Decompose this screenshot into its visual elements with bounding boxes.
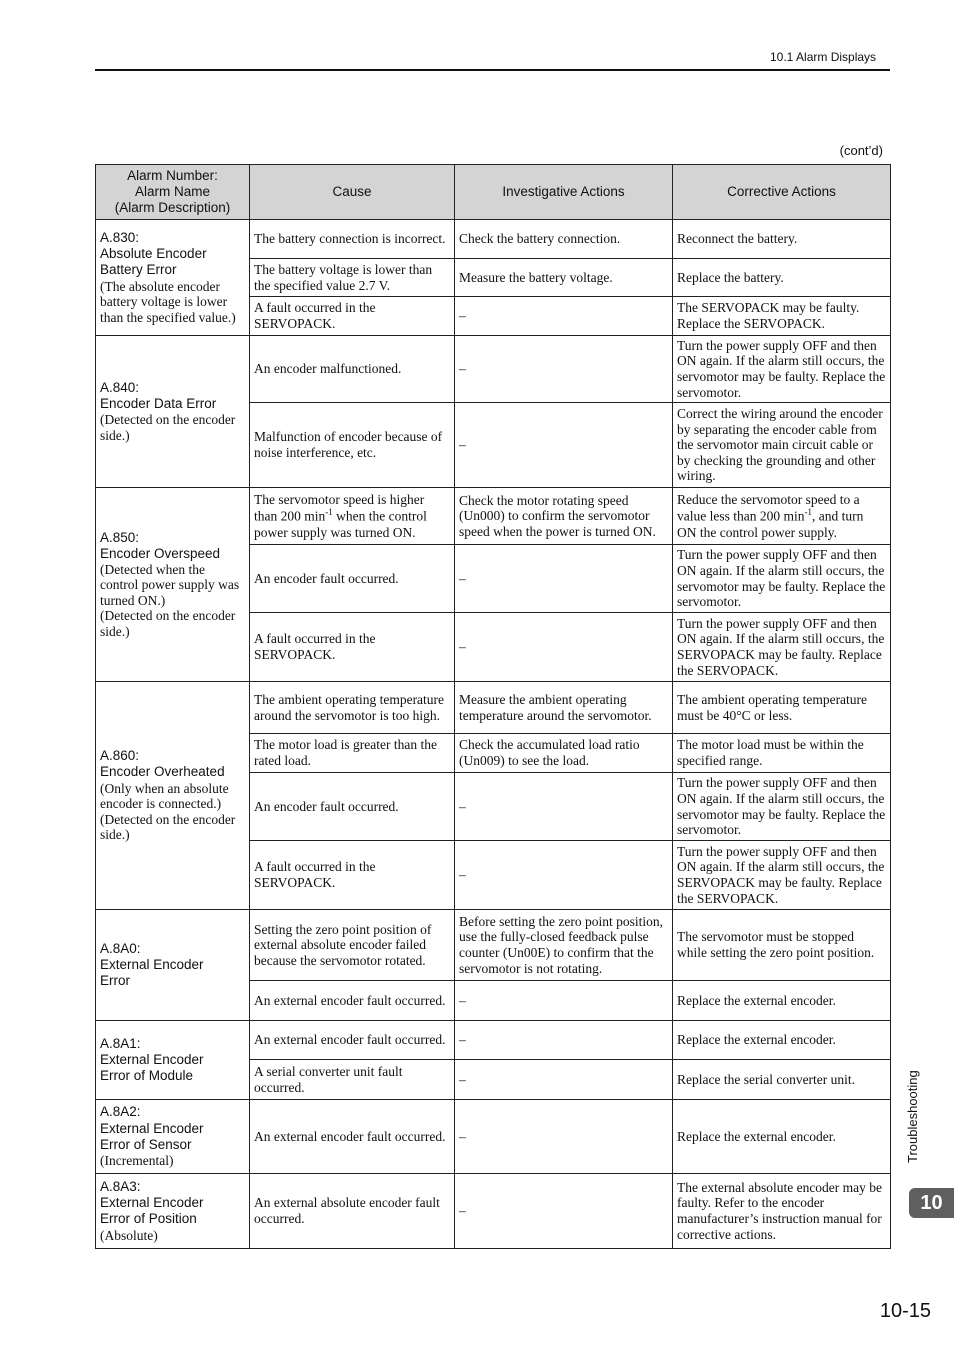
- alarm-number: A.8A1:: [100, 1035, 141, 1051]
- continued-label: (cont’d): [839, 143, 883, 158]
- investigative-cell: –: [455, 545, 673, 613]
- cause-cell: The ambient operating temperature around the servomotor is too high.: [250, 682, 455, 734]
- alarm-description: (The absolute encoder battery voltage is lower than the specified value.): [100, 278, 236, 325]
- investigative-cell: Before setting the zero point position, use the fully-closed feedback pulse counter (Un00E) to confirm that the servomotor is not rotating.: [455, 910, 673, 981]
- corrective-cell: Turn the power supply OFF and then ON again. If the alarm still occurs, the SERVOPACK may be faulty. Replace the SERVOPACK.: [673, 841, 891, 910]
- investigative-cell: Check the motor rotating speed (Un000) to confirm the servomotor speed when the power is turned ON.: [455, 488, 673, 545]
- table-row: [96, 1021, 891, 1060]
- corrective-cell: Replace the serial converter unit.: [673, 1060, 891, 1100]
- corrective-cell: The servomotor must be stopped while setting the zero point position.: [673, 910, 891, 981]
- cause-cell: The servomotor speed is higher than 200 $\min^{-1}$ when the control power supply was turned ON.: [250, 488, 455, 545]
- alarm-cell: [96, 1021, 250, 1100]
- alarm-cell: [96, 1174, 250, 1249]
- alarm-table: [95, 164, 891, 1249]
- corrective-cell: Turn the power supply OFF and then ON again. If the alarm still occurs, the servomotor may be faulty. Replace the servomotor.: [673, 773, 891, 841]
- corrective-cell: The motor load must be within the specified range.: [673, 734, 891, 773]
- header-rule: [95, 69, 890, 71]
- alarm-description: (Only when an absolute encoder is connected.) (Detected on the encoder side.): [100, 780, 236, 843]
- alarm-name: Encoder Data Error: [100, 395, 217, 411]
- col-header-alarm: Alarm Number: Alarm Name (Alarm Description): [96, 165, 250, 220]
- alarm-name: External Encoder Error of Sensor: [100, 1120, 204, 1152]
- alarm-name: External Encoder Error of Position: [100, 1195, 204, 1227]
- cause-cell: The motor load is greater than the rated load.: [250, 734, 455, 773]
- investigative-cell: –: [455, 981, 673, 1021]
- alarm-number: A.8A2:: [100, 1104, 141, 1120]
- col-header-cause: Cause: [250, 165, 455, 220]
- running-header: 10.1 Alarm Displays: [770, 50, 877, 64]
- alarm-cell: [96, 682, 250, 910]
- corrective-cell: Turn the power supply OFF and then ON again. If the alarm still occurs, the servomotor may be faulty. Replace the servomotor.: [673, 545, 891, 613]
- corrective-cell: Turn the power supply OFF and then ON again. If the alarm still occurs, the servomotor may be faulty. Replace the servomotor.: [673, 336, 891, 403]
- cause-cell: An encoder fault occurred.: [250, 545, 455, 613]
- chapter-tab: 10: [909, 1188, 954, 1218]
- cause-cell: A fault occurred in the SERVOPACK.: [250, 613, 455, 682]
- cause-cell: A serial converter unit fault occurred.: [250, 1060, 455, 1100]
- alarm-description: (Absolute): [100, 1227, 158, 1243]
- investigative-cell: Measure the ambient operating temperature around the servomotor.: [455, 682, 673, 734]
- table-body: [96, 220, 891, 1249]
- cause-cell: An encoder malfunctioned.: [250, 336, 455, 403]
- investigative-cell: –: [455, 773, 673, 841]
- investigative-cell: Check the battery connection.: [455, 220, 673, 259]
- investigative-cell: –: [455, 297, 673, 336]
- cause-cell: A fault occurred in the SERVOPACK.: [250, 297, 455, 336]
- cause-cell: Setting the zero point position of external absolute encoder failed because the servomotor rotated.: [250, 910, 455, 981]
- alarm-name: Absolute Encoder Battery Error: [100, 246, 207, 278]
- cause-cell: A fault occurred in the SERVOPACK.: [250, 841, 455, 910]
- investigative-cell: –: [455, 1021, 673, 1060]
- section-side-label: Troubleshooting: [905, 1070, 920, 1163]
- cause-cell: Malfunction of encoder because of noise interference, etc.: [250, 403, 455, 488]
- investigative-cell: –: [455, 1174, 673, 1249]
- alarm-description: (Detected on the encoder side.): [100, 412, 236, 443]
- alarm-number: A.830:: [100, 229, 140, 245]
- corrective-cell: Reduce the servomotor speed to a value less than 200 $\min^{-1}$, and turn ON the control power supply.: [673, 488, 891, 545]
- corrective-cell: The SERVOPACK may be faulty. Replace the SERVOPACK.: [673, 297, 891, 336]
- cause-cell: An external encoder fault occurred.: [250, 1100, 455, 1174]
- alarm-name: Encoder Overspeed: [100, 545, 221, 561]
- corrective-cell: The external absolute encoder may be faulty. Refer to the encoder manufacturer’s instruction manual for corrective actions.: [673, 1174, 891, 1249]
- cause-cell: An encoder fault occurred.: [250, 773, 455, 841]
- investigative-cell: –: [455, 841, 673, 910]
- table-row: [96, 336, 891, 403]
- alarm-cell: [96, 488, 250, 682]
- alarm-description: (Detected when the control power supply was turned ON.) (Detected on the encoder side.): [100, 561, 240, 639]
- corrective-cell: Reconnect the battery.: [673, 220, 891, 259]
- alarm-number: A.850:: [100, 529, 140, 545]
- corrective-cell: Correct the wiring around the encoder by separating the encoder cable from the servomotor main circuit cable or by checking the grounding and other wiring.: [673, 403, 891, 488]
- corrective-cell: The ambient operating temperature must be 40°C or less.: [673, 682, 891, 734]
- cause-cell: The battery connection is incorrect.: [250, 220, 455, 259]
- corrective-cell: Replace the external encoder.: [673, 1100, 891, 1174]
- investigative-cell: –: [455, 613, 673, 682]
- col-header-corrective: Corrective Actions: [673, 165, 891, 220]
- corrective-cell: Replace the external encoder.: [673, 981, 891, 1021]
- investigative-cell: Measure the battery voltage.: [455, 259, 673, 297]
- alarm-cell: [96, 910, 250, 1021]
- alarm-description: (Incremental): [100, 1153, 174, 1169]
- corrective-cell: Replace the battery.: [673, 259, 891, 297]
- table-row: [96, 1174, 891, 1249]
- alarm-name: External Encoder Error: [100, 956, 204, 989]
- corrective-cell: Replace the external encoder.: [673, 1021, 891, 1060]
- alarm-number: A.840:: [100, 379, 140, 395]
- cause-cell: An external encoder fault occurred.: [250, 1021, 455, 1060]
- table-row: [96, 1100, 891, 1174]
- alarm-cell: [96, 1100, 250, 1174]
- alarm-number: A.8A0:: [100, 940, 141, 956]
- alarm-name: External Encoder Error of Module: [100, 1051, 204, 1084]
- page-number: 10-15: [879, 1300, 931, 1322]
- investigative-cell: Check the accumulated load ratio (Un009) to see the load.: [455, 734, 673, 773]
- alarm-name: Encoder Overheated: [100, 764, 225, 780]
- cause-cell: The battery voltage is lower than the specified value 2.7 V.: [250, 259, 455, 297]
- table-row: [96, 682, 891, 734]
- table-row: [96, 910, 891, 981]
- investigative-cell: –: [455, 1060, 673, 1100]
- corrective-cell: Turn the power supply OFF and then ON again. If the alarm still occurs, the SERVOPACK may be faulty. Replace the SERVOPACK.: [673, 613, 891, 682]
- table-row: [96, 488, 891, 545]
- cause-cell: An external absolute encoder fault occurred.: [250, 1174, 455, 1249]
- investigative-cell: –: [455, 403, 673, 488]
- alarm-cell: [96, 336, 250, 488]
- alarm-number: A.8A3:: [100, 1178, 141, 1194]
- investigative-cell: –: [455, 336, 673, 403]
- investigative-cell: –: [455, 1100, 673, 1174]
- alarm-number: A.860:: [100, 748, 140, 764]
- table-row: [96, 220, 891, 259]
- alarm-cell: [96, 220, 250, 336]
- table-header-row: [96, 165, 891, 220]
- col-header-investigative: Investigative Actions: [455, 165, 673, 220]
- cause-cell: An external encoder fault occurred.: [250, 981, 455, 1021]
